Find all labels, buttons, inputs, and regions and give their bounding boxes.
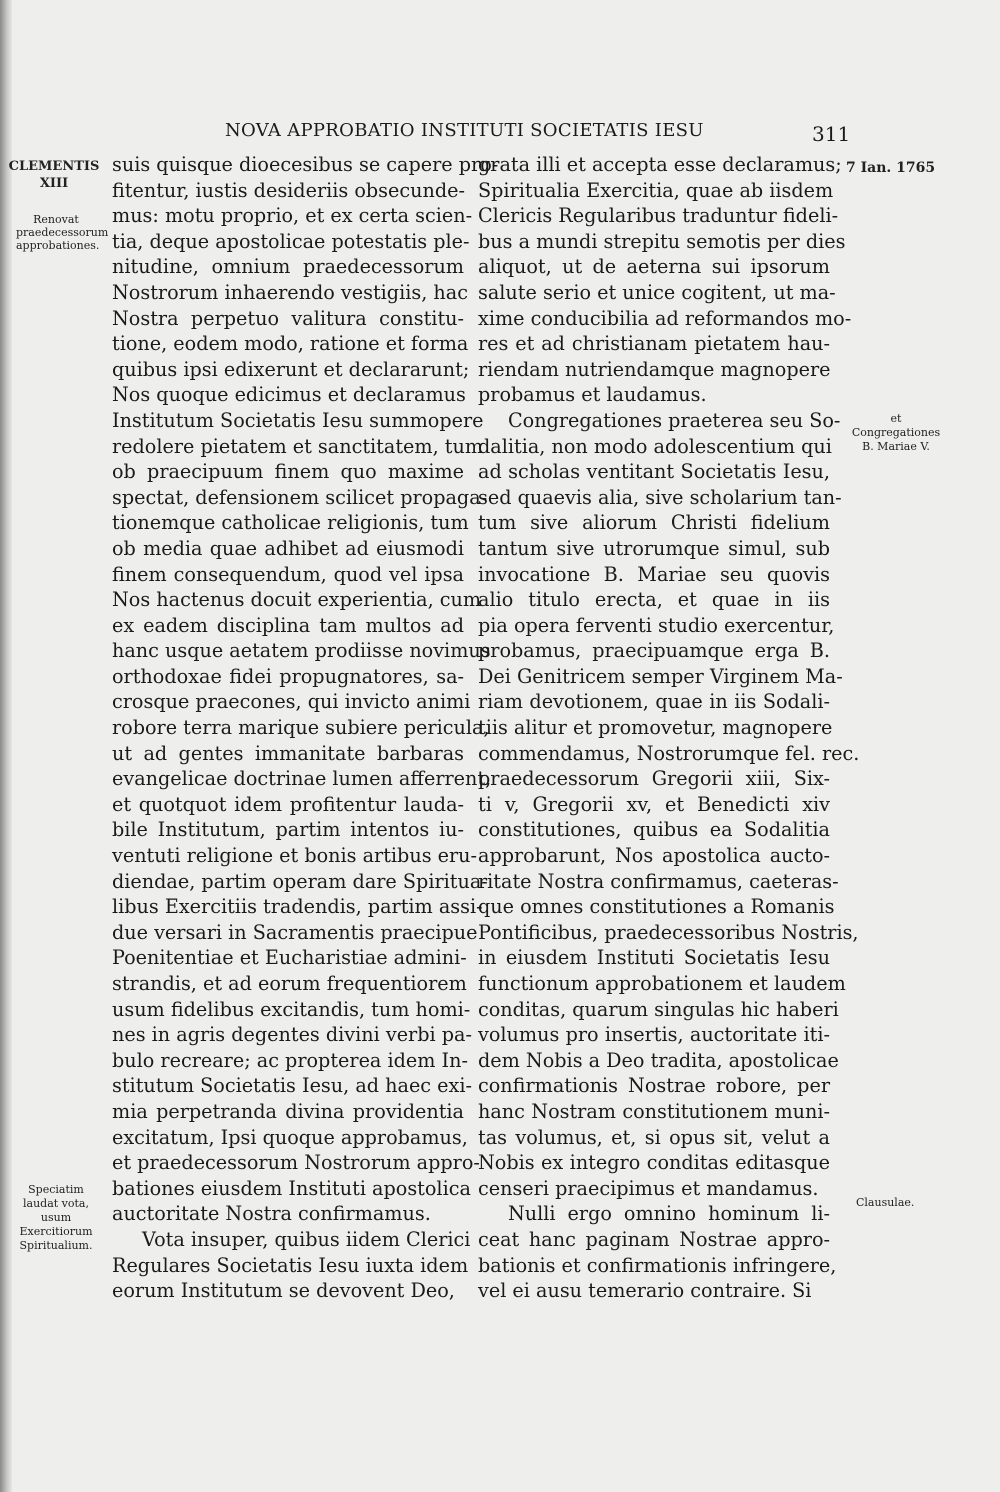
text-line: hanc usque aetatem prodiisse novimus xyxy=(112,639,491,663)
text-line: quibus ipsi edixerunt et declararunt; xyxy=(112,357,470,381)
text-line: vel ei ausu temerario contraire. Si xyxy=(478,1279,812,1303)
text-line: finem consequendum, quod vel ipsa xyxy=(112,562,464,586)
text-line: bile Institutum, partim intentos iu- xyxy=(112,818,464,842)
text-line: Nostrorum inhaerendo vestigiis, hac xyxy=(112,280,468,304)
text-line: Dei Genitricem semper Virginem Ma- xyxy=(478,664,843,688)
text-line: orthodoxae fidei propugnatores, sa- xyxy=(112,664,464,688)
margin-note-clausulae: Clausulae. xyxy=(856,1196,915,1209)
text-line: commendamus, Nostrorumque fel. rec. xyxy=(478,741,860,765)
text-line: confirmationis Nostrae robore, per xyxy=(478,1074,830,1098)
text-line: auctoritate Nostra confirmamus. xyxy=(112,1202,431,1226)
text-line: crosque praecones, qui invicto animi xyxy=(112,690,471,714)
margin-note-speciatim: Speciatim laudat vota, usum Exercitiorum Spiritualium. xyxy=(19,1183,93,1252)
text-line: Vota insuper, quibus iidem Clerici xyxy=(142,1227,471,1251)
text-line: bus a mundi strepitu semotis per dies xyxy=(478,229,846,253)
text-line: censeri praecipimus et mandamus. xyxy=(478,1176,819,1200)
text-line: fitentur, iustis desideriis obsecunde- xyxy=(112,178,465,202)
text-line: Pontificibus, praedecessoribus Nostris, xyxy=(478,920,859,944)
text-line: ventuti religione et bonis artibus eru- xyxy=(112,844,478,868)
text-line: Clericis Regularibus traduntur fideli- xyxy=(478,204,839,228)
text-line: tum sive aliorum Christi fidelium xyxy=(478,511,830,535)
text-line: suis quisque dioecesibus se capere pro- xyxy=(112,153,499,176)
text-line: ti v, Gregorii xv, et Benedicti xiv xyxy=(478,792,830,816)
text-line: praedecessorum Gregorii xiii, Six- xyxy=(478,767,830,791)
text-line: que omnes constitutiones a Romanis xyxy=(478,895,835,919)
margin-note-renovat: Renovat praedecessorum approbationes. xyxy=(16,213,109,252)
text-line: robore terra marique subiere pericula, xyxy=(112,716,490,740)
text-line: dem Nobis a Deo tradita, apostolicae xyxy=(478,1048,839,1072)
text-line: Nostra perpetuo valitura constitu- xyxy=(112,306,464,330)
text-line: ceat hanc paginam Nostrae appro- xyxy=(478,1227,830,1251)
text-line: Nobis ex integro conditas editasque xyxy=(478,1151,830,1175)
text-line: nes in agris degentes divini verbi pa- xyxy=(112,1023,472,1047)
text-line: strandis, et ad eorum frequentiorem xyxy=(112,972,467,995)
text-line: aliquot, ut de aeterna sui ipsorum xyxy=(478,255,830,279)
page-binding-edge xyxy=(0,0,12,1492)
left-text-column xyxy=(112,152,499,1304)
text-line: salute serio et unice cogitent, ut ma- xyxy=(478,280,836,304)
text-line: Nulli ergo omnino hominum li- xyxy=(508,1202,830,1226)
text-line: Spiritualia Exercitia, quae ab iisdem xyxy=(478,178,834,202)
text-line: riam devotionem, quae in iis Sodali- xyxy=(478,690,830,714)
text-line: xime conducibilia ad reformandos mo- xyxy=(478,306,852,330)
text-line: res et ad christianam pietatem hau- xyxy=(478,332,830,356)
text-line: constitutiones, quibus ea Sodalitia xyxy=(478,818,830,842)
text-line: et praedecessorum Nostrorum appro- xyxy=(112,1151,480,1175)
right-text-column xyxy=(478,152,860,1304)
margin-note-clementis-line1: CLEMENTIS xyxy=(8,159,100,174)
running-head: NOVA APPROBATIO INSTITUTI SOCIETATIS IESU xyxy=(225,120,704,141)
text-line: ad scholas ventitant Societatis Iesu, xyxy=(478,460,830,484)
text-line: evangelicae doctrinae lumen afferrent, xyxy=(112,767,492,791)
text-line: due versari in Sacramentis praecipue xyxy=(112,920,478,944)
text-line: Institutum Societatis Iesu summopere xyxy=(112,408,484,432)
text-line: volumus pro insertis, auctoritate iti- xyxy=(478,1023,830,1047)
text-line: tia, deque apostolicae potestatis ple- xyxy=(112,229,470,253)
text-line: ut ad gentes immanitate barbaras xyxy=(112,741,464,765)
text-line: in eiusdem Instituti Societatis Iesu xyxy=(478,946,830,970)
text-line: sed quaevis alia, sive scholarium tan- xyxy=(478,485,842,509)
text-line: Regulares Societatis Iesu iuxta idem xyxy=(112,1253,469,1277)
text-line: alio titulo erecta, et quae in iis xyxy=(478,588,830,612)
text-line: Nos hactenus docuit experientia, cum xyxy=(112,588,482,612)
text-line: probamus et laudamus. xyxy=(478,383,707,407)
text-line: redolere pietatem et sanctitatem, tum xyxy=(112,434,484,458)
margin-note-date: 7 Ian. 1765 xyxy=(846,160,936,176)
text-line: et quotquot idem profitentur lauda- xyxy=(112,792,464,816)
text-line: functionum approbationem et laudem xyxy=(478,972,846,995)
text-line: bationis et confirmationis infringere, xyxy=(478,1253,837,1277)
text-line: grata illi et accepta esse declaramus; xyxy=(478,153,842,176)
text-line: tione, eodem modo, ratione et forma xyxy=(112,332,469,356)
text-line: tas volumus, et, si opus sit, velut a xyxy=(478,1125,830,1149)
text-line: hanc Nostram constitutionem muni- xyxy=(478,1099,830,1123)
text-line: bulo recreare; ac propterea idem In- xyxy=(112,1048,468,1072)
text-line: spectat, defensionem scilicet propaga- xyxy=(112,485,488,509)
margin-note-clementis xyxy=(8,158,100,192)
text-line: Congregationes praeterea seu So- xyxy=(508,408,841,432)
page-number: 311 xyxy=(812,122,851,146)
text-line: Poenitentiae et Eucharistiae admini- xyxy=(112,946,467,970)
text-line: nitudine, omnium praedecessorum xyxy=(112,255,464,279)
text-line: tantum sive utrorumque simul, sub xyxy=(478,536,830,560)
text-line: dalitia, non modo adolescentium qui xyxy=(478,434,832,458)
text-line: Nos quoque edicimus et declaramus xyxy=(112,383,466,407)
text-line: approbarunt, Nos apostolica aucto- xyxy=(478,844,830,868)
text-line: ob praecipuum finem quo maxime xyxy=(112,460,464,484)
text-line: eorum Institutum se devovent Deo, xyxy=(112,1279,455,1303)
text-line: tiis alitur et promovetur, magnopere xyxy=(478,716,833,740)
text-line: probamus, praecipuamque erga B. xyxy=(478,639,830,663)
text-line: ex eadem disciplina tam multos ad xyxy=(112,613,464,637)
text-line: riendam nutriendamque magnopere xyxy=(478,357,831,381)
text-line: ritate Nostra confirmamus, caeteras- xyxy=(478,869,839,893)
text-line: mia perpetranda divina providentia xyxy=(112,1099,464,1123)
text-line: mus: motu proprio, et ex certa scien- xyxy=(112,204,473,228)
text-line: diendae, partim operam dare Spiritua- xyxy=(112,869,488,893)
text-line: bationes eiusdem Instituti apostolica xyxy=(112,1176,471,1200)
text-line: ob media quae adhibet ad eiusmodi xyxy=(112,536,464,560)
text-line: usum fidelibus excitandis, tum homi- xyxy=(112,997,471,1021)
text-line: stitutum Societatis Iesu, ad haec exi- xyxy=(112,1074,472,1098)
text-line: libus Exercitiis tradendis, partim assi- xyxy=(112,895,483,919)
margin-note-congregationes: et Congregationes B. Mariae V. xyxy=(851,412,941,453)
text-line: tionemque catholicae religionis, tum xyxy=(112,511,469,535)
text-line: conditas, quarum singulas hic haberi xyxy=(478,997,839,1021)
text-line: invocatione B. Mariae seu quovis xyxy=(478,562,830,586)
text-line: pia opera ferventi studio exercentur, xyxy=(478,613,835,637)
margin-note-clementis-line2: XIII xyxy=(39,176,69,191)
text-line: excitatum, Ipsi quoque approbamus, xyxy=(112,1125,468,1149)
